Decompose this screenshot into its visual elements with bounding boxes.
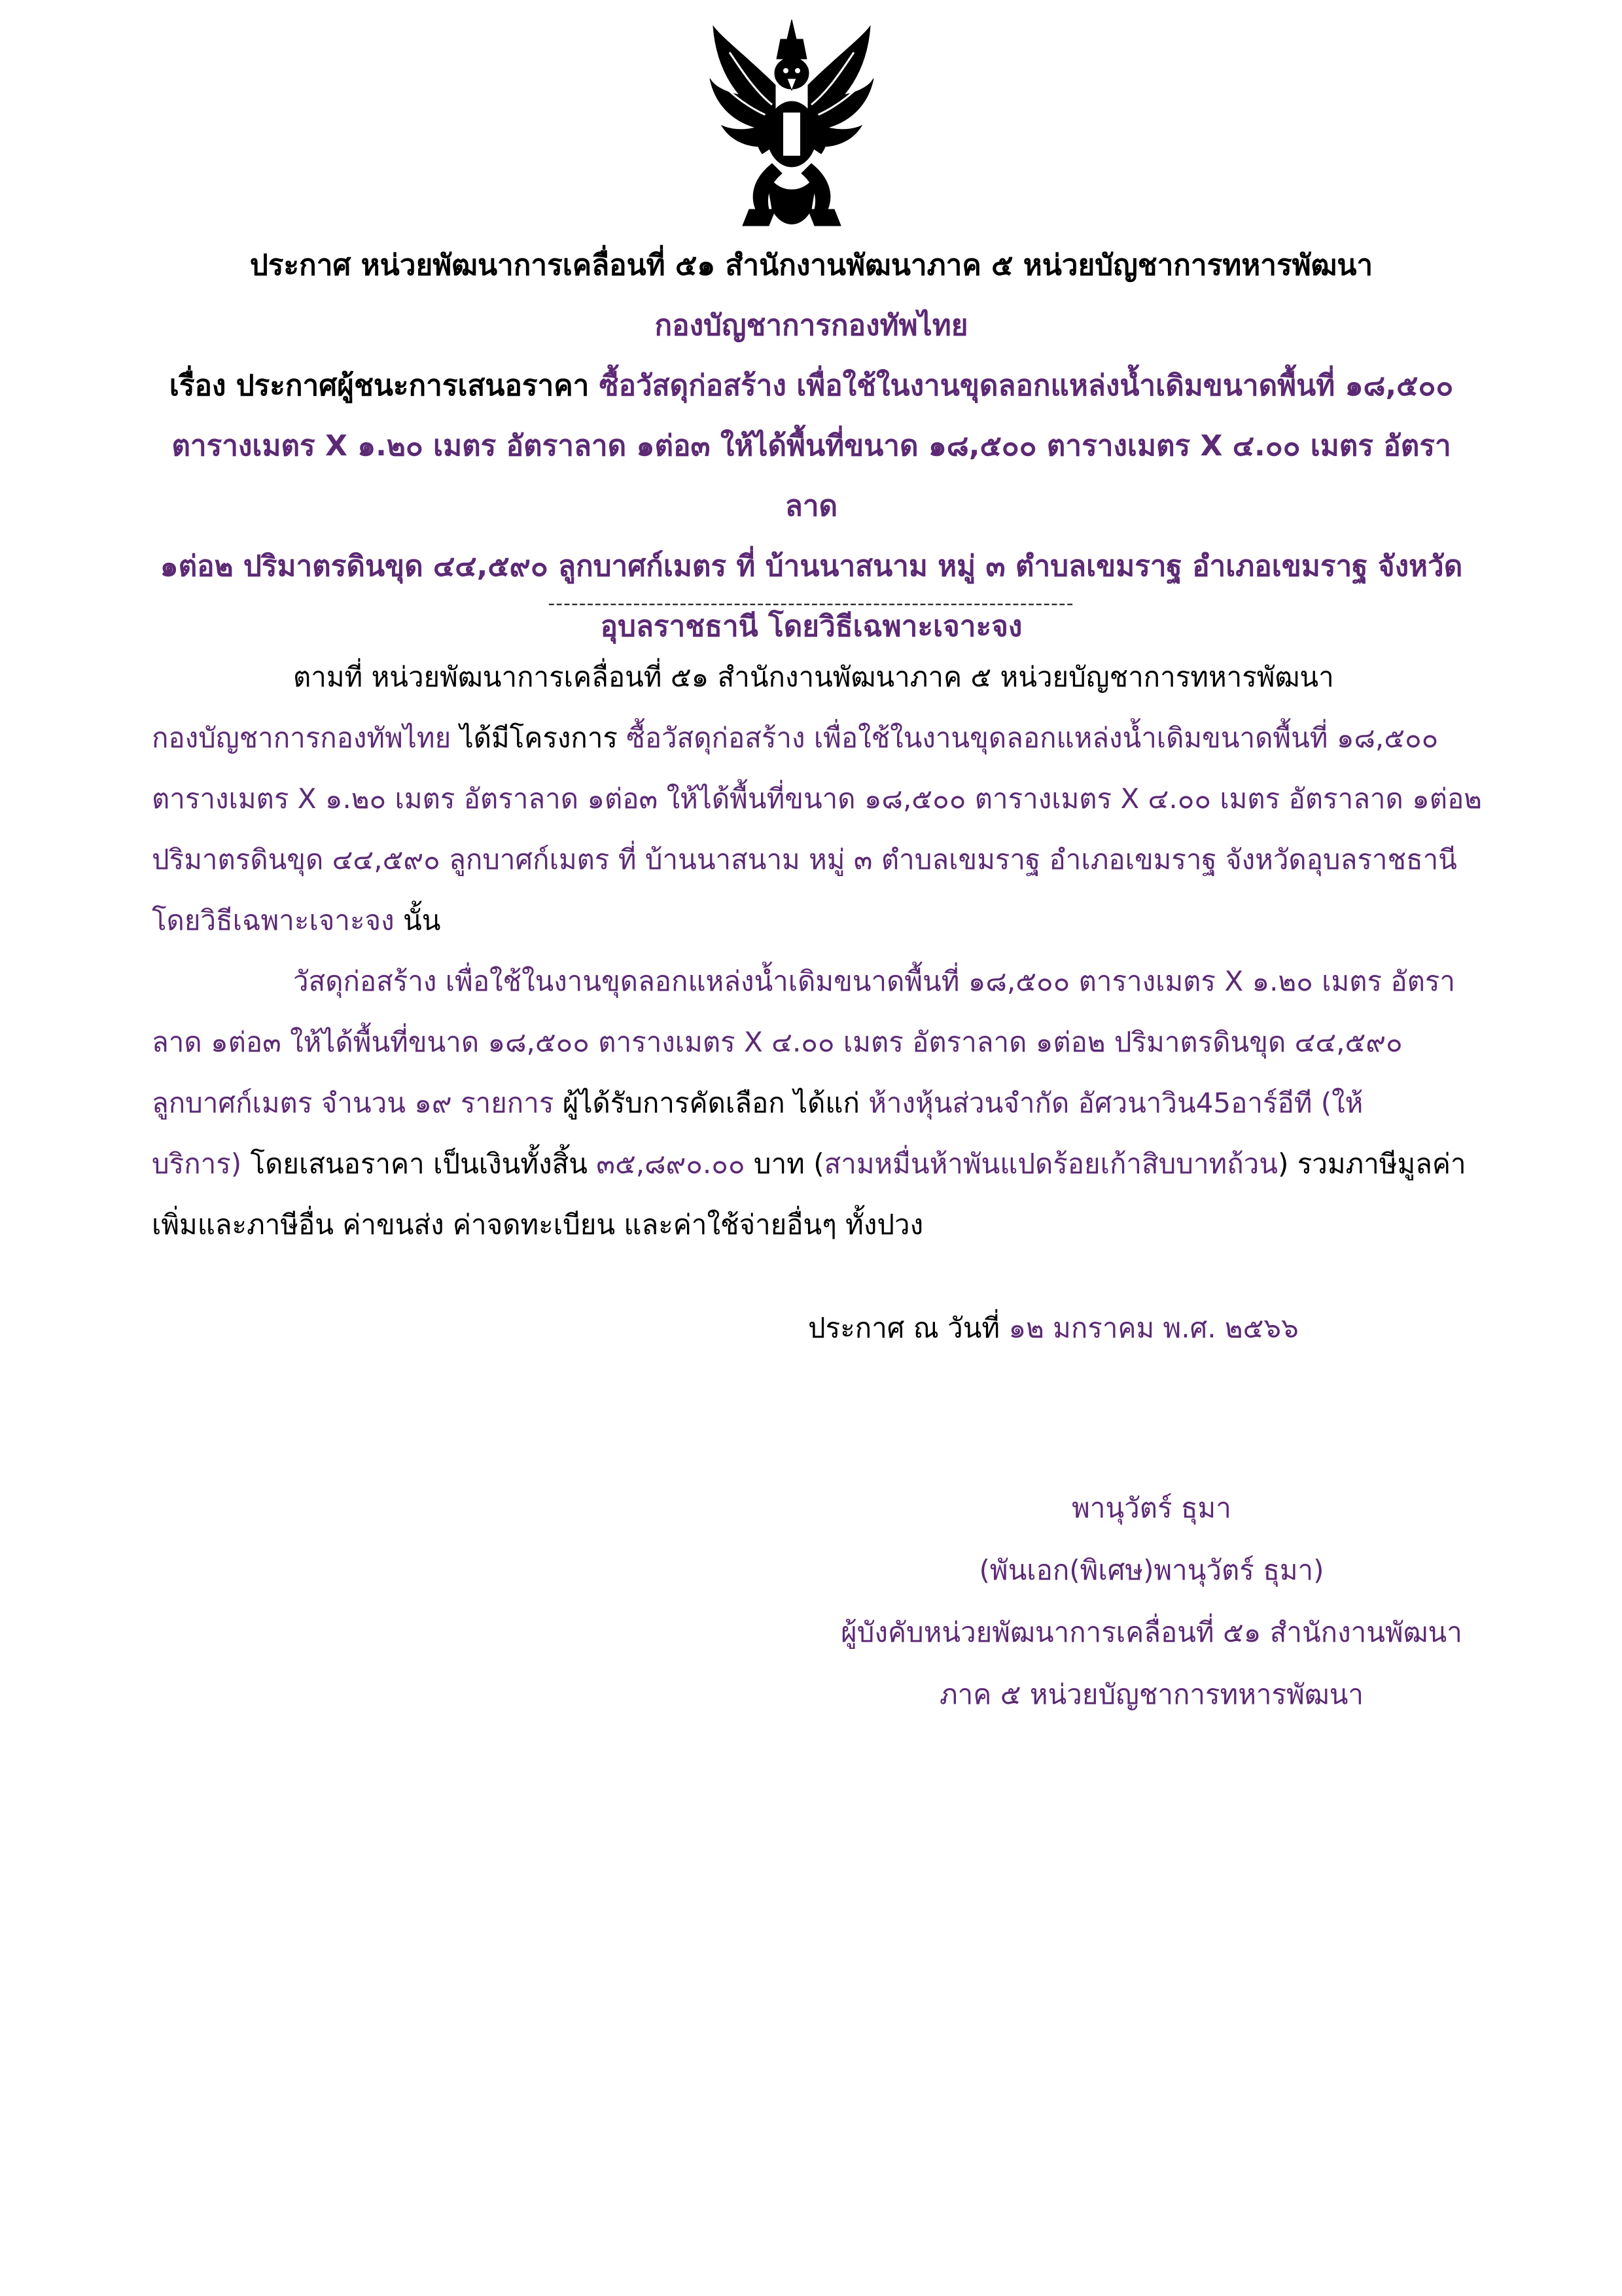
announce-date-value: ๑๒ มกราคม พ.ศ. ๒๕๖๖ <box>1008 1312 1299 1344</box>
para2-vat: ) รวมภาษีมูลค่า <box>1277 1148 1466 1180</box>
garuda-emblem-icon <box>703 13 880 239</box>
para2-quantity: ลูกบาศก์เมตร จำนวน ๑๙ รายการ <box>152 1087 554 1119</box>
para1-line-3: ตารางเมตร X ๑.๒๐ เมตร อัตราลาด ๑ต่อ๓ ให้ได้พื้นที่ขนาด ๑๘,๕๐๐ ตารางเมตร X ๔.๐๐ เมตร อัตราลาด ๑ต่อ๒ <box>152 783 1482 815</box>
para2-price: ๓๕,๘๙๐.๐๐ <box>596 1148 745 1180</box>
para2-price-label: โดยเสนอราคา เป็นเงินทั้งสิ้น <box>241 1148 597 1180</box>
title-line-6: อุบลราชธานี โดยวิธีเฉพาะเจาะจง <box>600 610 1023 643</box>
signature-full-name: (พันเอก(พิเศษ)พานุวัตร์ ธุมา) <box>979 1554 1324 1586</box>
para1-line-1: ตามที่ หน่วยพัฒนาการเคลื่อนที่ ๕๑ สำนักงานพัฒนาภาค ๕ หน่วยบัญชาการทหารพัฒนา <box>293 661 1334 693</box>
para2-line-3 <box>152 1084 1487 1123</box>
announce-date <box>808 1309 1462 1348</box>
para2-line-4 <box>152 1144 1487 1184</box>
title-line-3 <box>150 356 1472 416</box>
para2-line-1: วัสดุก่อสร้าง เพื่อใช้ในงานขุดลอกแหล่งน้ำเดิมขนาดพื้นที่ ๑๘,๕๐๐ ตารางเมตร X ๑.๒๐ เมตร อัตรา <box>293 965 1456 997</box>
para2-winner-cont: บริการ) <box>152 1148 242 1180</box>
para1-method: โดยวิธีเฉพาะเจาะจง <box>152 904 395 936</box>
title-line-2: กองบัญชาการกองทัพไทย <box>654 309 968 342</box>
para2-line-2: ลาด ๑ต่อ๓ ให้ได้พื้นที่ขนาด ๑๘,๕๐๐ ตารางเมตร X ๔.๐๐ เมตร อัตราลาด ๑ต่อ๒ ปริมาตรดินขุด ๔๔,๕๙๐ <box>152 1026 1403 1058</box>
para1-end: นั้น <box>394 904 441 936</box>
title-line-4: ตารางเมตร X ๑.๒๐ เมตร อัตราลาด ๑ต่อ๓ ให้ได้พื้นที่ขนาด ๑๘,๕๐๐ ตารางเมตร X ๔.๐๐ เมตร อัตราลาด <box>171 429 1451 523</box>
title-line-5: ๑ต่อ๒ ปริมาตรดินขุด ๔๔,๕๙๐ ลูกบาศก์เมตร ที่ บ้านนาสนาม หมู่ ๓ ตำบลเขมราฐ อำเภอเขมราฐ จังหวัด <box>160 550 1463 583</box>
para1-connector: ได้มีโครงการ <box>451 722 627 754</box>
signature-position-2: ภาค ๕ หน่วยบัญชาการทหารพัฒนา <box>940 1678 1364 1710</box>
para2-line-5: เพิ่มและภาษีอื่น ค่าขนส่ง ค่าจดทะเบียน และค่าใช้จ่ายอื่นๆ ทั้งปวง <box>152 1209 924 1241</box>
para1-line-4: ปริมาตรดินขุด ๔๔,๕๙๐ ลูกบาศก์เมตร ที่ บ้านนาสนาม หมู่ ๓ ตำบลเขมราฐ อำเภอเขมราฐ จังหวัดอุบลราชธานี <box>152 843 1457 875</box>
subject-label: เรื่อง ประกาศผู้ชนะการเสนอราคา <box>169 369 599 402</box>
para2-baht: บาท ( <box>745 1148 824 1180</box>
announce-date-label: ประกาศ ณ วันที่ <box>808 1312 1009 1344</box>
para1-project: ซื้อวัสดุก่อสร้าง เพื่อใช้ในงานขุดลอกแหล่งน้ำเดิมขนาดพื้นที่ ๑๘,๕๐๐ <box>626 722 1439 754</box>
para1-org: กองบัญชาการกองทัพไทย <box>152 722 451 754</box>
para2-selected-label: ผู้ได้รับการคัดเลือก ได้แก่ <box>554 1087 869 1119</box>
subject-text-1: ซื้อวัสดุก่อสร้าง เพื่อใช้ในงานขุดลอกแหล่งน้ำเดิมขนาดพื้นที่ ๑๘,๕๐๐ <box>599 369 1454 402</box>
signature-position-1: ผู้บังคับหน่วยพัฒนาการเคลื่อนที่ ๕๑ สำนักงานพัฒนา <box>841 1616 1462 1648</box>
para1-line-2 <box>152 718 1487 758</box>
signature-name: พานุวัตร์ ธุมา <box>1072 1492 1231 1524</box>
title-line-1: ประกาศ หน่วยพัฒนาการเคลื่อนที่ ๕๑ สำนักงานพัฒนาภาค ๕ หน่วยบัญชาการทหารพัฒนา <box>249 249 1373 282</box>
para2-winner: ห้างหุ้นส่วนจำกัด อัศวนาวิน45อาร์อีที (ให้ <box>868 1087 1364 1119</box>
para2-price-words: สามหมื่นห้าพันแปดร้อยเก้าสิบบาทถ้วน <box>824 1148 1278 1180</box>
para1-line-5 <box>152 901 1487 940</box>
separator-line: -------------------------------------------------------------------- <box>548 592 1074 615</box>
